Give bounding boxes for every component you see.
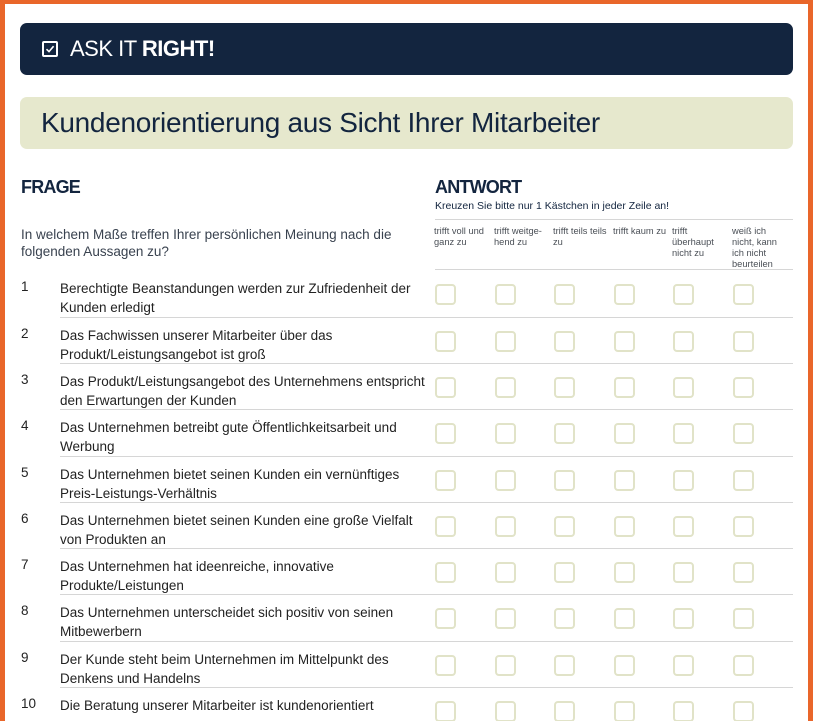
answer-checkbox[interactable] <box>435 516 456 537</box>
question-number: 1 <box>21 279 29 294</box>
answer-checkbox[interactable] <box>614 608 635 629</box>
answer-checkbox[interactable] <box>435 423 456 444</box>
question-number: 8 <box>21 603 29 618</box>
answer-checkbox[interactable] <box>614 284 635 305</box>
answer-checkbox[interactable] <box>435 331 456 352</box>
checkbox-icon <box>42 41 58 57</box>
answer-checkbox[interactable] <box>435 470 456 491</box>
answer-checkbox[interactable] <box>435 655 456 676</box>
answer-checkbox[interactable] <box>435 608 456 629</box>
question-text: Die Beratung unserer Mitarbeiter ist kundenorientiert <box>60 698 374 713</box>
question-number: 9 <box>21 650 29 665</box>
scale-label: trifft voll und ganz zu <box>434 226 484 247</box>
answer-checkbox[interactable] <box>614 331 635 352</box>
question-text: Das Fachwissen unserer Mitarbeiter über das Produkt/Leistungsangebot ist groß <box>60 328 333 362</box>
questionnaire-page <box>5 4 808 721</box>
answer-checkbox[interactable] <box>673 516 694 537</box>
answer-checkbox[interactable] <box>673 701 694 721</box>
answer-checkbox[interactable] <box>495 608 516 629</box>
row-divider <box>60 641 793 642</box>
intro-text: In welchem Maße treffen Ihrer persönlichen Meinung nach die folgenden Aussagen zu? <box>21 227 392 259</box>
answer-checkbox[interactable] <box>554 331 575 352</box>
answer-checkbox[interactable] <box>673 470 694 491</box>
answer-checkbox[interactable] <box>495 701 516 721</box>
page-title: Kundenorientierung aus Sicht Ihrer Mitarbeiter <box>41 107 600 138</box>
scale-label: trifft kaum zu <box>613 226 667 236</box>
answer-checkbox[interactable] <box>554 655 575 676</box>
question-text: Das Unternehmen bietet seinen Kunden ein vernünftiges Preis-Leistungs-Verhältnis <box>60 467 400 501</box>
answer-checkbox[interactable] <box>614 423 635 444</box>
instruction-text: Kreuzen Sie bitte nur 1 Kästchen in jeder Zeile an! <box>435 200 670 212</box>
answer-checkbox[interactable] <box>495 516 516 537</box>
answer-checkbox[interactable] <box>673 331 694 352</box>
answer-checkbox[interactable] <box>495 284 516 305</box>
answer-checkbox[interactable] <box>673 562 694 583</box>
answer-checkbox[interactable] <box>733 331 754 352</box>
title-bar <box>20 97 793 149</box>
row-divider <box>60 317 793 318</box>
scale-label: trifft weitge-hend zu <box>494 226 542 247</box>
question-text: Das Unternehmen unterscheidet sich positiv von seinen Mitbewerbern <box>60 605 394 639</box>
answer-checkbox[interactable] <box>673 377 694 398</box>
frage-heading: FRAGE <box>21 177 81 197</box>
answer-checkbox[interactable] <box>733 701 754 721</box>
antwort-heading: ANTWORT <box>435 177 522 197</box>
answer-checkbox[interactable] <box>733 470 754 491</box>
answer-checkbox[interactable] <box>495 331 516 352</box>
answer-checkbox[interactable] <box>495 423 516 444</box>
answer-checkbox[interactable] <box>554 377 575 398</box>
answer-checkbox[interactable] <box>554 470 575 491</box>
answer-checkbox[interactable] <box>733 562 754 583</box>
answer-checkbox[interactable] <box>435 377 456 398</box>
question-number: 5 <box>21 465 29 480</box>
scale-label: weiß ich nicht, kann ich nicht beurteilen <box>732 226 777 269</box>
answer-checkbox[interactable] <box>435 562 456 583</box>
answer-checkbox[interactable] <box>495 562 516 583</box>
scale-label: trifft teils teils zu <box>553 226 607 247</box>
answer-checkbox[interactable] <box>554 423 575 444</box>
answer-checkbox[interactable] <box>673 284 694 305</box>
question-number: 10 <box>21 696 37 711</box>
answer-checkbox[interactable] <box>554 562 575 583</box>
answer-checkbox[interactable] <box>435 284 456 305</box>
scale-label: trifft überhaupt nicht zu <box>672 226 714 258</box>
row-divider <box>60 456 793 457</box>
answer-checkbox[interactable] <box>554 701 575 721</box>
answer-checkbox[interactable] <box>733 423 754 444</box>
answer-checkbox[interactable] <box>614 655 635 676</box>
question-number: 4 <box>21 418 29 433</box>
question-text: Berechtigte Beanstandungen werden zur Zufriedenheit der Kunden erledigt <box>60 281 411 315</box>
question-number: 3 <box>21 372 29 387</box>
answer-checkbox[interactable] <box>554 516 575 537</box>
answer-checkbox[interactable] <box>614 701 635 721</box>
divider <box>435 219 793 220</box>
brand-header <box>20 23 793 75</box>
answer-checkbox[interactable] <box>435 701 456 721</box>
answer-checkbox[interactable] <box>673 423 694 444</box>
question-text: Das Unternehmen hat ideenreiche, innovative Produkte/Leistungen <box>60 559 334 593</box>
answer-checkbox[interactable] <box>673 655 694 676</box>
answer-checkbox[interactable] <box>614 562 635 583</box>
question-text: Der Kunde steht beim Unternehmen im Mittelpunkt des Denkens und Handelns <box>60 652 389 686</box>
question-text: Das Unternehmen bietet seinen Kunden eine große Vielfalt von Produkten an <box>60 513 413 547</box>
answer-checkbox[interactable] <box>495 377 516 398</box>
answer-checkbox[interactable] <box>673 608 694 629</box>
answer-checkbox[interactable] <box>495 470 516 491</box>
answer-checkbox[interactable] <box>554 284 575 305</box>
answer-checkbox[interactable] <box>733 516 754 537</box>
question-text: Das Produkt/Leistungsangebot des Unternehmens entspricht den Erwartungen der Kunden <box>60 374 425 408</box>
question-number: 7 <box>21 557 29 572</box>
answer-checkbox[interactable] <box>733 608 754 629</box>
answer-checkbox[interactable] <box>733 655 754 676</box>
answer-checkbox[interactable] <box>733 377 754 398</box>
brand-logo: ASK IT RIGHT! <box>70 36 215 61</box>
answer-checkbox[interactable] <box>614 516 635 537</box>
answer-checkbox[interactable] <box>614 470 635 491</box>
question-number: 6 <box>21 511 29 526</box>
question-text: Das Unternehmen betreibt gute Öffentlichkeitsarbeit und Werbung <box>60 420 397 454</box>
answer-checkbox[interactable] <box>495 655 516 676</box>
answer-checkbox[interactable] <box>614 377 635 398</box>
answer-checkbox[interactable] <box>554 608 575 629</box>
answer-checkbox[interactable] <box>733 284 754 305</box>
question-number: 2 <box>21 326 29 341</box>
